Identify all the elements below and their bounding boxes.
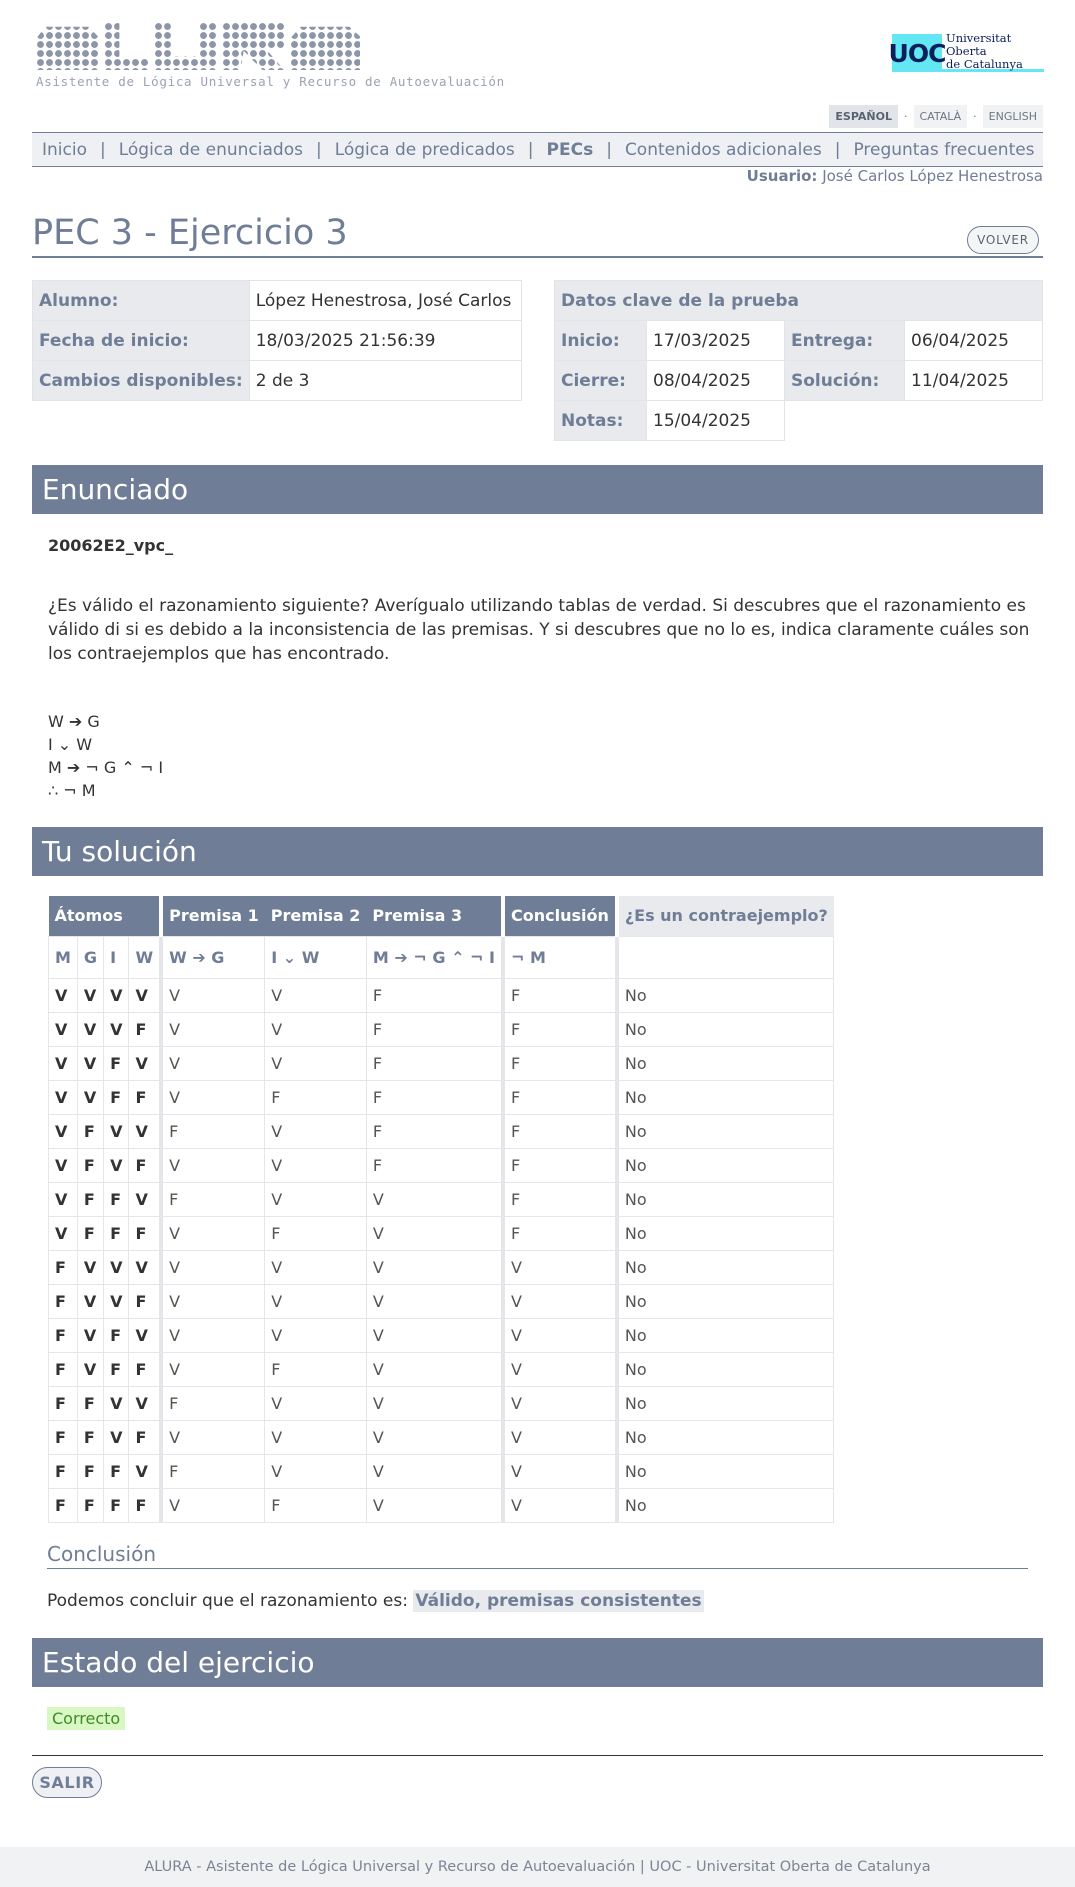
- counterexample-value: No: [617, 1352, 834, 1386]
- page-header: [32, 210, 1043, 258]
- counterexample-value: No: [617, 978, 834, 1012]
- formula-value: F: [265, 1352, 367, 1386]
- formula-value: F: [366, 1148, 503, 1182]
- atom-header-g: G: [77, 936, 103, 978]
- nav-logica-enunciados[interactable]: Lógica de enunciados: [118, 139, 303, 160]
- formula-value: V: [366, 1216, 503, 1250]
- formula-value: V: [366, 1318, 503, 1352]
- atom-value: V: [77, 1080, 103, 1114]
- nav-pecs[interactable]: PECs: [546, 139, 594, 160]
- lang-es[interactable]: ESPAÑOL: [829, 105, 898, 128]
- formula-value: V: [503, 1250, 617, 1284]
- atom-value: F: [49, 1318, 78, 1352]
- table-row: [49, 978, 834, 1012]
- atom-value: F: [77, 1454, 103, 1488]
- formula-value: F: [503, 1182, 617, 1216]
- formula-value: V: [503, 1386, 617, 1420]
- formula-value: V: [161, 1488, 265, 1522]
- formula-value: F: [366, 1012, 503, 1046]
- formula-value: F: [503, 1012, 617, 1046]
- atom-value: V: [104, 1420, 129, 1454]
- atom-value: F: [77, 1488, 103, 1522]
- formula-value: V: [161, 1284, 265, 1318]
- atom-value: V: [77, 1284, 103, 1318]
- estado-heading: Estado del ejercicio: [32, 1638, 1043, 1687]
- formula-value: V: [161, 1216, 265, 1250]
- counterexample-value: No: [617, 1318, 834, 1352]
- formula-value: V: [265, 1454, 367, 1488]
- atom-value: V: [77, 1046, 103, 1080]
- user-label: Usuario:: [746, 167, 818, 185]
- formula-value: F: [366, 978, 503, 1012]
- atom-value: V: [104, 1250, 129, 1284]
- formula-premise-2: I ⌄ W: [48, 735, 93, 754]
- table-row: [49, 1216, 834, 1250]
- formula-value: V: [366, 1284, 503, 1318]
- formula-value: V: [265, 1182, 367, 1216]
- atom-value: V: [104, 1012, 129, 1046]
- atom-value: F: [77, 1216, 103, 1250]
- formula-value: F: [366, 1114, 503, 1148]
- entrega-value: 06/04/2025: [905, 321, 1043, 361]
- nav-preguntas-frecuentes[interactable]: Preguntas frecuentes: [853, 139, 1035, 160]
- uoc-mark: UOC: [892, 34, 942, 72]
- atom-value: V: [49, 1182, 78, 1216]
- atom-value: F: [49, 1284, 78, 1318]
- atom-value: F: [77, 1386, 103, 1420]
- th-conclusion: Conclusión: [503, 896, 617, 936]
- cambios-label: Cambios disponibles:: [33, 361, 250, 401]
- uoc-logo[interactable]: [888, 31, 1044, 72]
- formula-value: V: [265, 1386, 367, 1420]
- formula-value: F: [503, 1114, 617, 1148]
- table-row: [49, 1386, 834, 1420]
- th-contraejemplo: ¿Es un contraejemplo?: [617, 896, 834, 936]
- table-row: [49, 1250, 834, 1284]
- solucion-value: 11/04/2025: [905, 361, 1043, 401]
- formula-value: V: [265, 1114, 367, 1148]
- alura-logo-mark: [36, 22, 636, 70]
- conclusion-statement: [47, 1591, 704, 1611]
- atom-header-w: W: [129, 936, 161, 978]
- student-info-table: [32, 280, 522, 401]
- atom-value: F: [129, 1216, 161, 1250]
- formula-value: V: [503, 1454, 617, 1488]
- language-selector: ESPAÑOL · CATALÀ · ENGLISH: [852, 105, 1043, 128]
- atom-value: F: [104, 1454, 129, 1488]
- atom-value: F: [49, 1352, 78, 1386]
- atom-value: V: [77, 1012, 103, 1046]
- conclusion-heading: Conclusión: [47, 1542, 1028, 1569]
- table-row: [49, 1012, 834, 1046]
- formula-value: F: [503, 1216, 617, 1250]
- atom-value: V: [129, 1250, 161, 1284]
- divider: [32, 1755, 1043, 1756]
- page-title: PEC 3 - Ejercicio 3: [32, 213, 348, 253]
- table-row: [49, 1148, 834, 1182]
- formula-value: F: [366, 1080, 503, 1114]
- inicio-label: Inicio:: [555, 321, 647, 361]
- formula-value: F: [161, 1182, 265, 1216]
- atom-value: F: [104, 1216, 129, 1250]
- user-info: [747, 167, 1043, 185]
- formula-value: V: [161, 1148, 265, 1182]
- atom-value: V: [129, 978, 161, 1012]
- th-atomos: Átomos: [49, 896, 162, 936]
- table-row: [49, 1182, 834, 1216]
- formula-value: F: [503, 1046, 617, 1080]
- formula-value: V: [265, 1148, 367, 1182]
- conclusion-value: Válido, premisas consistentes: [415, 1591, 702, 1611]
- atom-value: F: [104, 1352, 129, 1386]
- atom-value: F: [49, 1250, 78, 1284]
- exercise-statement: ¿Es válido el razonamiento siguiente? Averígualo utilizando tablas de verdad. Si descubres que el razonamiento es válido di si es debido a la inconsistencia de las premisas. Y si descubres que no lo es, indica claramente cuáles son los contraejemplos que has encontrado.: [48, 596, 1030, 664]
- fecha-inicio-label: Fecha de inicio:: [33, 321, 250, 361]
- formula-value: F: [161, 1454, 265, 1488]
- atom-value: F: [129, 1148, 161, 1182]
- atom-value: V: [104, 1386, 129, 1420]
- atom-value: F: [129, 1352, 161, 1386]
- back-button[interactable]: VOLVER: [967, 226, 1039, 254]
- alumno-label: Alumno:: [33, 281, 250, 321]
- premise-2-formula: I ⌄ W: [265, 936, 367, 978]
- formula-value: V: [265, 1046, 367, 1080]
- formula-value: F: [265, 1488, 367, 1522]
- formula-value: V: [265, 1250, 367, 1284]
- user-name: José Carlos López Henestrosa: [822, 167, 1043, 185]
- atom-value: V: [49, 1148, 78, 1182]
- atom-value: V: [77, 1352, 103, 1386]
- formula-value: F: [161, 1386, 265, 1420]
- cierre-label: Cierre:: [555, 361, 647, 401]
- conclusion-text: Podemos concluir que el razonamiento es:: [47, 1591, 408, 1611]
- counterexample-value: No: [617, 1182, 834, 1216]
- solution-heading: Tu solución: [32, 827, 1043, 876]
- atom-value: V: [104, 1284, 129, 1318]
- lang-en[interactable]: ENGLISH: [983, 105, 1043, 128]
- footer: ALURA - Asistente de Lógica Universal y Recurso de Autoevaluación | UOC - Universitat Oberta de Catalunya: [0, 1847, 1075, 1887]
- formula-value: V: [366, 1454, 503, 1488]
- atom-value: F: [104, 1046, 129, 1080]
- truth-table: [48, 896, 834, 1523]
- formula-value: V: [366, 1250, 503, 1284]
- nav-contenidos-adicionales[interactable]: Contenidos adicionales: [624, 139, 822, 160]
- atom-value: V: [129, 1454, 161, 1488]
- formula-value: V: [366, 1488, 503, 1522]
- counterexample-value: No: [617, 1454, 834, 1488]
- formula-row: [49, 936, 834, 978]
- formula-value: V: [366, 1386, 503, 1420]
- formula-value: V: [366, 1182, 503, 1216]
- table-row: [49, 1318, 834, 1352]
- formula-value: F: [161, 1114, 265, 1148]
- atom-value: V: [49, 978, 78, 1012]
- uoc-name-line2: de Catalunya: [946, 57, 1023, 71]
- counterexample-value: No: [617, 1420, 834, 1454]
- atom-value: V: [49, 1046, 78, 1080]
- entrega-label: Entrega:: [785, 321, 905, 361]
- key-dates-title: Datos clave de la prueba: [555, 281, 1043, 321]
- status-badge: Correcto: [47, 1707, 125, 1730]
- premise-1-formula: W ➔ G: [161, 936, 265, 978]
- nav-inicio[interactable]: Inicio: [42, 139, 87, 160]
- formula-value: V: [265, 1420, 367, 1454]
- counterexample-value: No: [617, 1284, 834, 1318]
- atom-value: F: [49, 1454, 78, 1488]
- atom-value: V: [49, 1080, 78, 1114]
- alumno-value: López Henestrosa, José Carlos: [249, 281, 521, 321]
- atom-value: V: [129, 1182, 161, 1216]
- atom-value: F: [129, 1080, 161, 1114]
- counterexample-value: No: [617, 1080, 834, 1114]
- table-row: [49, 1454, 834, 1488]
- formula-value: F: [503, 1080, 617, 1114]
- formula-value: V: [265, 978, 367, 1012]
- atom-value: F: [129, 1284, 161, 1318]
- atom-value: V: [104, 978, 129, 1012]
- th-premisa-2: Premisa 2: [265, 896, 367, 936]
- atom-value: F: [104, 1318, 129, 1352]
- formula-value: V: [265, 1012, 367, 1046]
- inicio-value: 17/03/2025: [647, 321, 785, 361]
- nav-logica-predicados[interactable]: Lógica de predicados: [334, 139, 515, 160]
- formula-value: V: [265, 1318, 367, 1352]
- main-nav: Inicio | Lógica de enunciados | Lógica de predicados | PECs | Contenidos adicionales | Preguntas frecuentes: [32, 132, 1043, 167]
- formula-value: F: [503, 978, 617, 1012]
- atom-value: V: [77, 978, 103, 1012]
- table-row: [49, 1284, 834, 1318]
- exit-button[interactable]: SALIR: [32, 1767, 102, 1798]
- th-premisa-3: Premisa 3: [366, 896, 503, 936]
- enunciado-heading: Enunciado: [32, 465, 1043, 514]
- formula-premise-1: W ➔ G: [48, 712, 100, 731]
- formula-conclusion: ∴ ¬ M: [48, 781, 96, 800]
- premise-3-formula: M ➔ ¬ G ⌃ ¬ I: [366, 936, 503, 978]
- atom-value: V: [129, 1046, 161, 1080]
- formula-value: V: [161, 1250, 265, 1284]
- atom-value: V: [129, 1318, 161, 1352]
- atom-value: F: [77, 1148, 103, 1182]
- exercise-code: 20062E2_vpc_: [48, 536, 174, 555]
- cambios-value: 2 de 3: [249, 361, 521, 401]
- th-premisa-1: Premisa 1: [161, 896, 265, 936]
- counterexample-value: No: [617, 1046, 834, 1080]
- atom-value: F: [77, 1420, 103, 1454]
- atom-value: F: [104, 1488, 129, 1522]
- counterexample-value: No: [617, 1012, 834, 1046]
- formula-value: V: [503, 1318, 617, 1352]
- counterexample-value: No: [617, 1250, 834, 1284]
- formula-value: V: [503, 1284, 617, 1318]
- formula-value: V: [161, 978, 265, 1012]
- alura-logo: [36, 22, 636, 94]
- atom-value: V: [49, 1216, 78, 1250]
- atom-header-i: I: [104, 936, 129, 978]
- atom-value: V: [129, 1386, 161, 1420]
- atom-value: F: [104, 1182, 129, 1216]
- formula-value: V: [161, 1012, 265, 1046]
- formula-premise-3: M ➔ ¬ G ⌃ ¬ I: [48, 758, 164, 777]
- formula-value: V: [161, 1318, 265, 1352]
- key-dates-table: [554, 280, 1043, 441]
- conclusion-formula: ¬ M: [503, 936, 617, 978]
- formula-value: V: [265, 1284, 367, 1318]
- table-row: [49, 1114, 834, 1148]
- atom-value: F: [77, 1114, 103, 1148]
- atom-value: V: [77, 1318, 103, 1352]
- formula-value: V: [366, 1352, 503, 1386]
- atom-value: F: [49, 1386, 78, 1420]
- table-row: [49, 1080, 834, 1114]
- formula-value: V: [503, 1420, 617, 1454]
- atom-value: F: [77, 1182, 103, 1216]
- formula-value: V: [161, 1352, 265, 1386]
- formula-value: V: [503, 1488, 617, 1522]
- table-row: [49, 1488, 834, 1522]
- atom-value: V: [104, 1114, 129, 1148]
- counterexample-value: No: [617, 1114, 834, 1148]
- formula-value: F: [265, 1080, 367, 1114]
- atom-value: F: [49, 1420, 78, 1454]
- formula-value: V: [161, 1046, 265, 1080]
- counterexample-value: No: [617, 1148, 834, 1182]
- uoc-name-line1: Universitat Oberta: [946, 31, 1012, 58]
- atom-value: F: [129, 1420, 161, 1454]
- formula-value: V: [503, 1352, 617, 1386]
- notas-label: Notas:: [555, 401, 647, 441]
- atom-value: V: [49, 1114, 78, 1148]
- counterexample-value: No: [617, 1488, 834, 1522]
- table-row: [49, 1420, 834, 1454]
- formula-value: F: [503, 1148, 617, 1182]
- atom-value: V: [104, 1148, 129, 1182]
- counterexample-value: No: [617, 1386, 834, 1420]
- atom-value: V: [129, 1114, 161, 1148]
- table-row: [49, 1352, 834, 1386]
- atom-value: V: [77, 1250, 103, 1284]
- atom-value: V: [49, 1012, 78, 1046]
- cierre-value: 08/04/2025: [647, 361, 785, 401]
- fecha-inicio-value: 18/03/2025 21:56:39: [249, 321, 521, 361]
- lang-ca[interactable]: CATALÀ: [914, 105, 968, 128]
- formula-value: V: [366, 1420, 503, 1454]
- formula-value: F: [366, 1046, 503, 1080]
- formula-value: F: [265, 1216, 367, 1250]
- logo-subtitle: Asistente de Lógica Universal y Recurso de Autoevaluación: [36, 74, 505, 89]
- atom-header-m: M: [49, 936, 78, 978]
- solucion-label: Solución:: [785, 361, 905, 401]
- atom-value: F: [129, 1012, 161, 1046]
- formula-value: V: [161, 1080, 265, 1114]
- formula-value: V: [161, 1420, 265, 1454]
- table-row: [49, 1046, 834, 1080]
- atom-value: F: [104, 1080, 129, 1114]
- notas-value: 15/04/2025: [647, 401, 785, 441]
- atom-value: F: [129, 1488, 161, 1522]
- atom-value: F: [49, 1488, 78, 1522]
- counterexample-value: No: [617, 1216, 834, 1250]
